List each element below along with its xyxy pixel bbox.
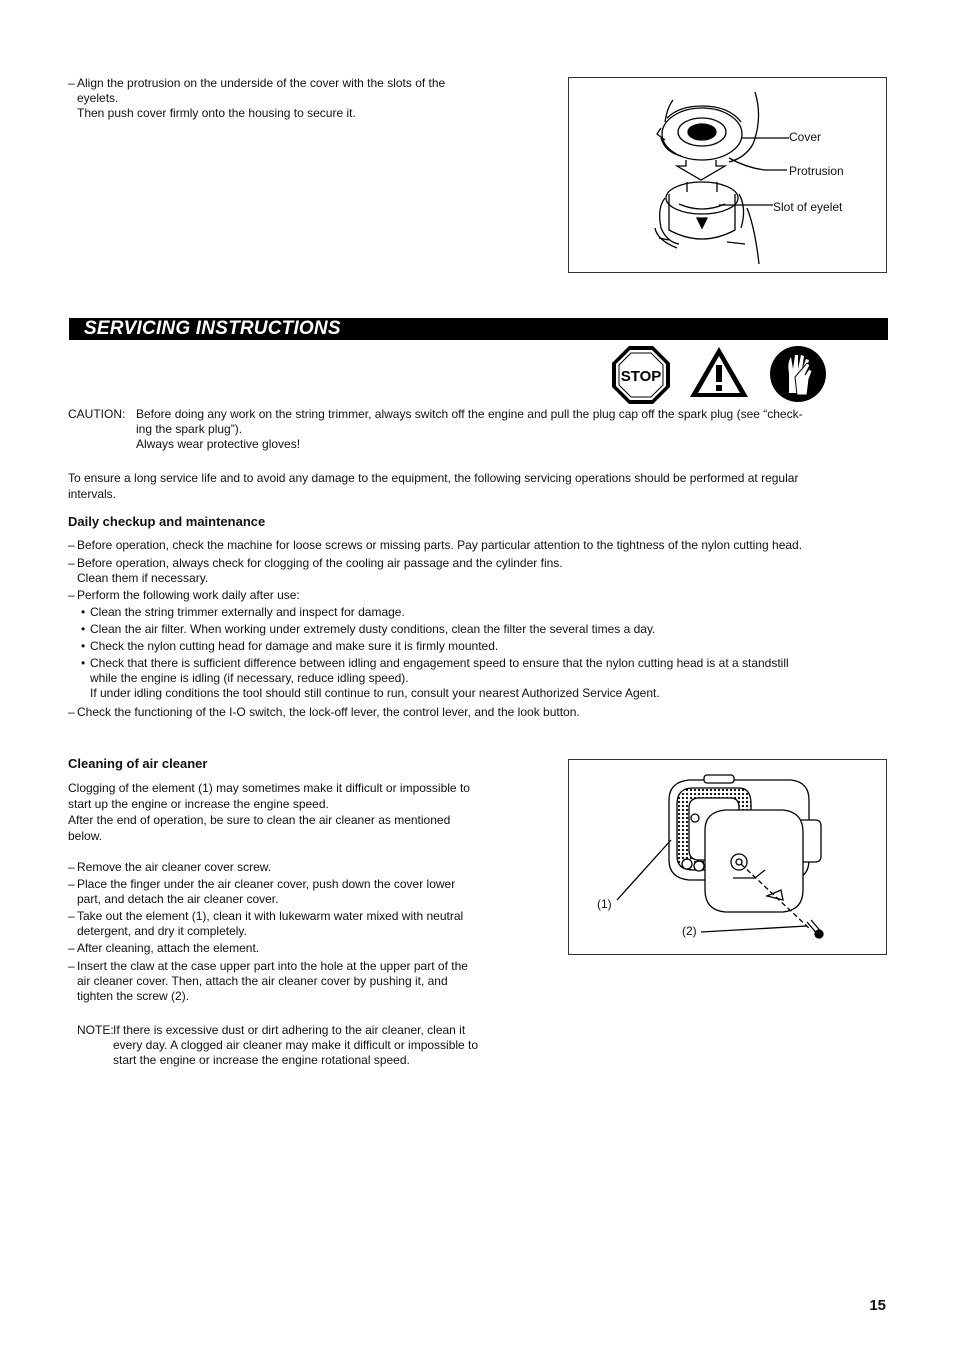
top-instruction-line2: eyelets. xyxy=(77,91,119,105)
daily-bullet2: Clean the air filter. When working under extremely dusty conditions, clean the filter the several times a day. xyxy=(90,622,656,636)
air-cleaner-step2-line2: part, and detach the air cleaner cover. xyxy=(77,892,279,906)
top-instruction-line3: Then push cover firmly onto the housing to secure it. xyxy=(77,106,356,120)
stop-icon xyxy=(611,345,671,405)
daily-bullet1: Clean the string trimmer externally and inspect for damage. xyxy=(90,605,405,619)
bullet-mark: • xyxy=(81,605,86,619)
list-item xyxy=(68,588,898,603)
daily-bullet4-line3: If under idling conditions the tool should still continue to run, consult your nearest Authorized Service Agent. xyxy=(90,686,660,700)
dash-mark: – xyxy=(68,877,75,891)
note-line1: If there is excessive dust or dirt adhering to the air cleaner, clean it xyxy=(113,1023,466,1037)
air-cleaner-step5-line1: Insert the claw at the case upper part into the hole at the upper part of the xyxy=(77,959,468,973)
air-cleaner-p1-line4: below. xyxy=(68,829,103,843)
bullet-mark: • xyxy=(81,639,86,653)
air-cleaner-step3-line2: detergent, and dry it completely. xyxy=(77,924,247,938)
air-cleaner-heading: Cleaning of air cleaner xyxy=(68,756,208,771)
label-cover: Cover xyxy=(789,130,822,144)
air-cleaner-illustration xyxy=(569,760,886,954)
daily-checkup-heading: Daily checkup and maintenance xyxy=(68,514,266,529)
air-cleaner-step5-line2: air cleaner cover. Then, attach the air cleaner cover by pushing it, and xyxy=(77,974,448,988)
caution-line3: Always wear protective gloves! xyxy=(136,437,301,451)
note-line2: every day. A clogged air cleaner may make it difficult or impossible to xyxy=(113,1038,479,1052)
bullet-item xyxy=(68,639,898,654)
note-text xyxy=(113,1023,533,1068)
figure-air-cleaner xyxy=(568,759,887,955)
daily-item4: Check the functioning of the I-O switch, the lock-off lever, the control lever, and the look button. xyxy=(77,705,580,719)
caution-text xyxy=(136,407,886,452)
bullet-mark: • xyxy=(81,656,86,670)
dash-mark: – xyxy=(68,705,75,719)
daily-bullet3: Check the nylon cutting head for damage and make sure it is firmly mounted. xyxy=(90,639,499,653)
dash-mark: – xyxy=(68,909,75,923)
daily-bullet4-line1: Check that there is sufficient difference between idling and engagement speed to ensure that the nylon cutting head is at a standstill xyxy=(90,656,789,670)
air-cleaner-step3-line1: Take out the element (1), clean it with lukewarm water mixed with neutral xyxy=(77,909,464,923)
air-cleaner-p1-line1: Clogging of the element (1) may sometimes make it difficult or impossible to xyxy=(68,781,470,795)
dash-mark: – xyxy=(68,941,75,955)
list-item xyxy=(68,941,528,956)
dash-mark: – xyxy=(68,556,75,570)
caution-line1: Before doing any work on the string trimmer, always switch off the engine and pull the plug cap off the spark plug (see “check- xyxy=(136,407,803,421)
daily-checkup-list xyxy=(68,538,898,720)
figure-cover-assembly xyxy=(568,77,887,273)
list-item xyxy=(68,877,528,907)
top-instruction-line1: Align the protrusion on the underside of the cover with the slots of the xyxy=(77,76,446,90)
list-item xyxy=(68,860,528,875)
warning-icon xyxy=(688,345,750,399)
dash-mark: – xyxy=(68,538,75,552)
daily-bullet4-line2: while the engine is idling (if necessary, reduce idling speed). xyxy=(90,671,409,685)
air-cleaner-step5-line3: tighten the screw (2). xyxy=(77,989,190,1003)
air-cleaner-text xyxy=(68,780,528,844)
top-instruction xyxy=(68,76,508,121)
bullet-item xyxy=(68,656,898,701)
daily-item2-line2: Clean them if necessary. xyxy=(77,571,209,585)
label-protrusion: Protrusion xyxy=(789,164,844,178)
caution-line2: ing the spark plug”). xyxy=(136,422,243,436)
air-cleaner-step4: After cleaning, attach the element. xyxy=(77,941,260,955)
section-header-bar xyxy=(69,318,888,340)
air-cleaner-step2-line1: Place the finger under the air cleaner cover, push down the cover lower xyxy=(77,877,456,891)
list-item xyxy=(68,959,528,1004)
note-label: NOTE: xyxy=(77,1023,114,1037)
dash-mark: – xyxy=(68,959,75,973)
page-number: 15 xyxy=(869,1297,886,1314)
daily-item2-line1: Before operation, always check for clogging of the cooling air passage and the cylinder fins. xyxy=(77,556,563,570)
intro-line1: To ensure a long service life and to avoid any damage to the equipment, the following servicing operations should be performed at regular xyxy=(68,471,799,485)
bullet-mark: • xyxy=(81,622,86,636)
list-item xyxy=(68,556,898,586)
bullet-item xyxy=(68,605,898,620)
intro-line2: intervals. xyxy=(68,487,117,501)
air-cleaner-steps xyxy=(68,860,528,1004)
section-title: SERVICING INSTRUCTIONS xyxy=(84,318,341,339)
daily-item3: Perform the following work daily after use: xyxy=(77,588,300,602)
dash-mark: – xyxy=(68,860,75,874)
list-item xyxy=(68,909,528,939)
label-element-1: (1) xyxy=(597,897,612,911)
label-slot-of-eyelet: Slot of eyelet xyxy=(773,200,843,214)
label-screw-2: (2) xyxy=(682,924,697,938)
note-line3: start the engine or increase the engine rotational speed. xyxy=(113,1053,410,1067)
air-cleaner-p1-line3: After the end of operation, be sure to clean the air cleaner as mentioned xyxy=(68,813,451,827)
list-item xyxy=(68,538,898,553)
daily-item1: Before operation, check the machine for loose screws or missing parts. Pay particular attention to the tightness of the nylon cutting head. xyxy=(77,538,803,552)
stop-icon-text: STOP xyxy=(620,368,662,385)
air-cleaner-step1: Remove the air cleaner cover screw. xyxy=(77,860,272,874)
bullet-item xyxy=(68,622,898,637)
dash-mark: – xyxy=(68,588,75,602)
air-cleaner-p1-line2: start up the engine or increase the engine speed. xyxy=(68,797,329,811)
gloves-icon xyxy=(769,345,827,403)
list-item xyxy=(68,705,898,720)
dash-mark: – xyxy=(68,76,75,90)
intro-paragraph xyxy=(68,471,888,502)
caution-label: CAUTION: xyxy=(68,407,126,421)
